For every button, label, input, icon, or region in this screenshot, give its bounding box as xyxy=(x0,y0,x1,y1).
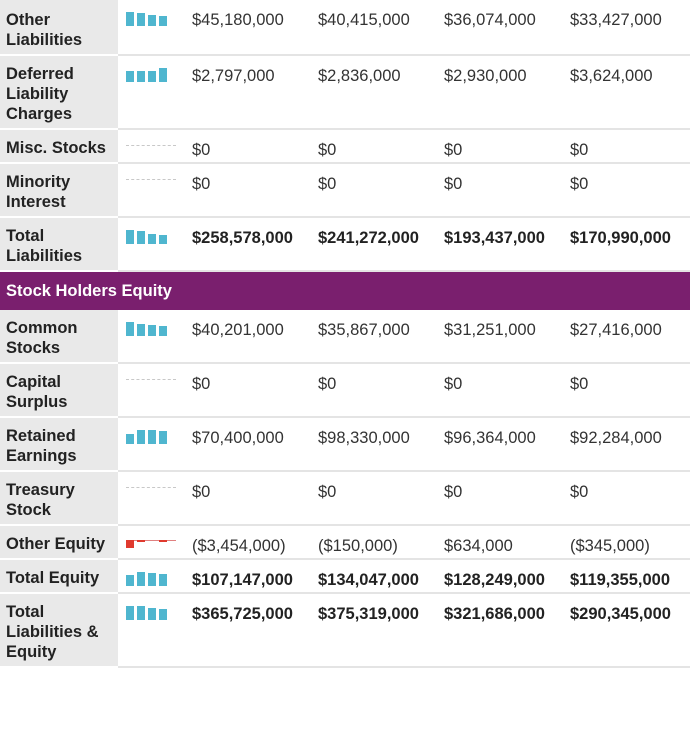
sparkline-bars xyxy=(126,174,176,190)
sparkline-bars xyxy=(126,536,176,552)
value-col-2: $134,047,000 xyxy=(318,559,444,593)
sparkline-bar xyxy=(148,71,156,82)
table-row-misc-stocks xyxy=(0,129,690,163)
row-label: Retained Earnings xyxy=(0,417,118,471)
sparkline-bars xyxy=(126,66,176,82)
value-col-2: $98,330,000 xyxy=(318,417,444,471)
table-row-minority-interest xyxy=(0,163,690,217)
sparkline-bar xyxy=(137,324,145,336)
table-row-common-stocks xyxy=(0,310,690,363)
sparkline-bar xyxy=(137,231,145,244)
sparkline-bar xyxy=(126,434,134,444)
row-label: Misc. Stocks xyxy=(0,129,118,163)
sparkline-bar xyxy=(126,322,134,336)
sparkline-bars xyxy=(126,320,176,336)
value-col-2: $0 xyxy=(318,163,444,217)
sparkline xyxy=(118,525,192,559)
value-col-2: $375,319,000 xyxy=(318,593,444,667)
sparkline-bar xyxy=(159,16,167,26)
sparkline-bar xyxy=(137,430,145,444)
table-row-deferred-liability-charges xyxy=(0,55,690,129)
row-label: Treasury Stock xyxy=(0,471,118,525)
sparkline-bar xyxy=(159,574,167,586)
sparkline-bar xyxy=(126,71,134,82)
value-col-3: $0 xyxy=(444,163,570,217)
value-col-4: $0 xyxy=(570,163,690,217)
row-label: Total Liabilities xyxy=(0,217,118,271)
sparkline-bar xyxy=(137,606,145,620)
value-col-3: $96,364,000 xyxy=(444,417,570,471)
value-col-4: $0 xyxy=(570,363,690,417)
value-col-3: $0 xyxy=(444,471,570,525)
value-col-1: $365,725,000 xyxy=(192,593,318,667)
value-col-1: $0 xyxy=(192,363,318,417)
sparkline xyxy=(118,310,192,363)
value-col-1: $40,201,000 xyxy=(192,310,318,363)
value-col-4: $0 xyxy=(570,471,690,525)
value-col-1: ($3,454,000) xyxy=(192,525,318,559)
sparkline-empty xyxy=(126,145,176,146)
sparkline-bar xyxy=(159,326,167,336)
value-col-2: $40,415,000 xyxy=(318,0,444,55)
value-col-1: $0 xyxy=(192,163,318,217)
value-col-4: $0 xyxy=(570,129,690,163)
value-col-1: $0 xyxy=(192,471,318,525)
table-row-other-liabilities xyxy=(0,0,690,55)
row-label: Total Liabilities & Equity xyxy=(0,593,118,667)
table-row-total-liabilities-equity xyxy=(0,593,690,667)
value-col-3: $2,930,000 xyxy=(444,55,570,129)
row-label: Other Liabilities xyxy=(0,0,118,55)
sparkline-bar xyxy=(137,13,145,26)
sparkline xyxy=(118,55,192,129)
sparkline-bar xyxy=(126,540,134,548)
sparkline-bar xyxy=(159,68,167,82)
value-col-3: $193,437,000 xyxy=(444,217,570,271)
row-label: Deferred Liability Charges xyxy=(0,55,118,129)
value-col-3: $128,249,000 xyxy=(444,559,570,593)
sparkline-bar xyxy=(137,71,145,82)
row-label: Other Equity xyxy=(0,525,118,559)
value-col-2: $241,272,000 xyxy=(318,217,444,271)
sparkline xyxy=(118,559,192,593)
sparkline-bar xyxy=(159,431,167,444)
sparkline-bar xyxy=(148,325,156,336)
sparkline-bars xyxy=(126,140,176,156)
value-col-1: $107,147,000 xyxy=(192,559,318,593)
row-label: Common Stocks xyxy=(0,310,118,363)
sparkline-bars xyxy=(126,604,176,620)
value-col-1: $45,180,000 xyxy=(192,0,318,55)
sparkline-empty xyxy=(126,179,176,180)
sparkline-bar xyxy=(126,606,134,620)
value-col-4: ($345,000) xyxy=(570,525,690,559)
value-col-4: $27,416,000 xyxy=(570,310,690,363)
value-col-4: $170,990,000 xyxy=(570,217,690,271)
sparkline-bar xyxy=(159,540,167,542)
sparkline xyxy=(118,0,192,55)
table-row-capital-surplus xyxy=(0,363,690,417)
value-col-3: $0 xyxy=(444,129,570,163)
value-col-4: $92,284,000 xyxy=(570,417,690,471)
sparkline-bar xyxy=(159,609,167,620)
sparkline-bar xyxy=(148,573,156,586)
sparkline-bar xyxy=(148,608,156,620)
sparkline-bars xyxy=(126,10,176,26)
sparkline-empty xyxy=(126,487,176,488)
table-row-retained-earnings xyxy=(0,417,690,471)
table-row-treasury-stock xyxy=(0,471,690,525)
value-col-1: $258,578,000 xyxy=(192,217,318,271)
row-label: Minority Interest xyxy=(0,163,118,217)
value-col-1: $70,400,000 xyxy=(192,417,318,471)
value-col-3: $36,074,000 xyxy=(444,0,570,55)
sparkline xyxy=(118,593,192,667)
sparkline-bars xyxy=(126,482,176,498)
table-row-total-liabilities xyxy=(0,217,690,271)
sparkline-empty xyxy=(126,379,176,380)
sparkline-bar xyxy=(126,12,134,26)
value-col-1: $2,797,000 xyxy=(192,55,318,129)
table-row-other-equity xyxy=(0,525,690,559)
value-col-4: $3,624,000 xyxy=(570,55,690,129)
value-col-2: $0 xyxy=(318,363,444,417)
value-col-4: $119,355,000 xyxy=(570,559,690,593)
row-label: Capital Surplus xyxy=(0,363,118,417)
sparkline-bar xyxy=(137,572,145,586)
value-col-1: $0 xyxy=(192,129,318,163)
sparkline-bar xyxy=(137,540,145,542)
value-col-4: $33,427,000 xyxy=(570,0,690,55)
value-col-3: $321,686,000 xyxy=(444,593,570,667)
sparkline-bar xyxy=(148,430,156,444)
section-title: Stock Holders Equity xyxy=(0,271,690,310)
value-col-3: $0 xyxy=(444,363,570,417)
sparkline xyxy=(118,363,192,417)
value-col-4: $290,345,000 xyxy=(570,593,690,667)
value-col-3: $31,251,000 xyxy=(444,310,570,363)
value-col-2: $2,836,000 xyxy=(318,55,444,129)
value-col-3: $634,000 xyxy=(444,525,570,559)
sparkline-bar xyxy=(159,235,167,244)
sparkline xyxy=(118,471,192,525)
sparkline xyxy=(118,129,192,163)
table-row-total-equity xyxy=(0,559,690,593)
value-col-2: ($150,000) xyxy=(318,525,444,559)
sparkline-bars xyxy=(126,228,176,244)
sparkline-bars xyxy=(126,570,176,586)
value-col-2: $0 xyxy=(318,129,444,163)
row-label: Total Equity xyxy=(0,559,118,593)
value-col-2: $0 xyxy=(318,471,444,525)
sparkline-bar xyxy=(148,234,156,244)
sparkline xyxy=(118,417,192,471)
sparkline-bar xyxy=(126,575,134,586)
sparkline xyxy=(118,217,192,271)
sparkline-bar xyxy=(126,230,134,244)
sparkline-bar xyxy=(148,15,156,26)
sparkline-bars xyxy=(126,374,176,390)
sparkline-bars xyxy=(126,428,176,444)
sparkline xyxy=(118,163,192,217)
value-col-2: $35,867,000 xyxy=(318,310,444,363)
section-header xyxy=(0,271,690,310)
